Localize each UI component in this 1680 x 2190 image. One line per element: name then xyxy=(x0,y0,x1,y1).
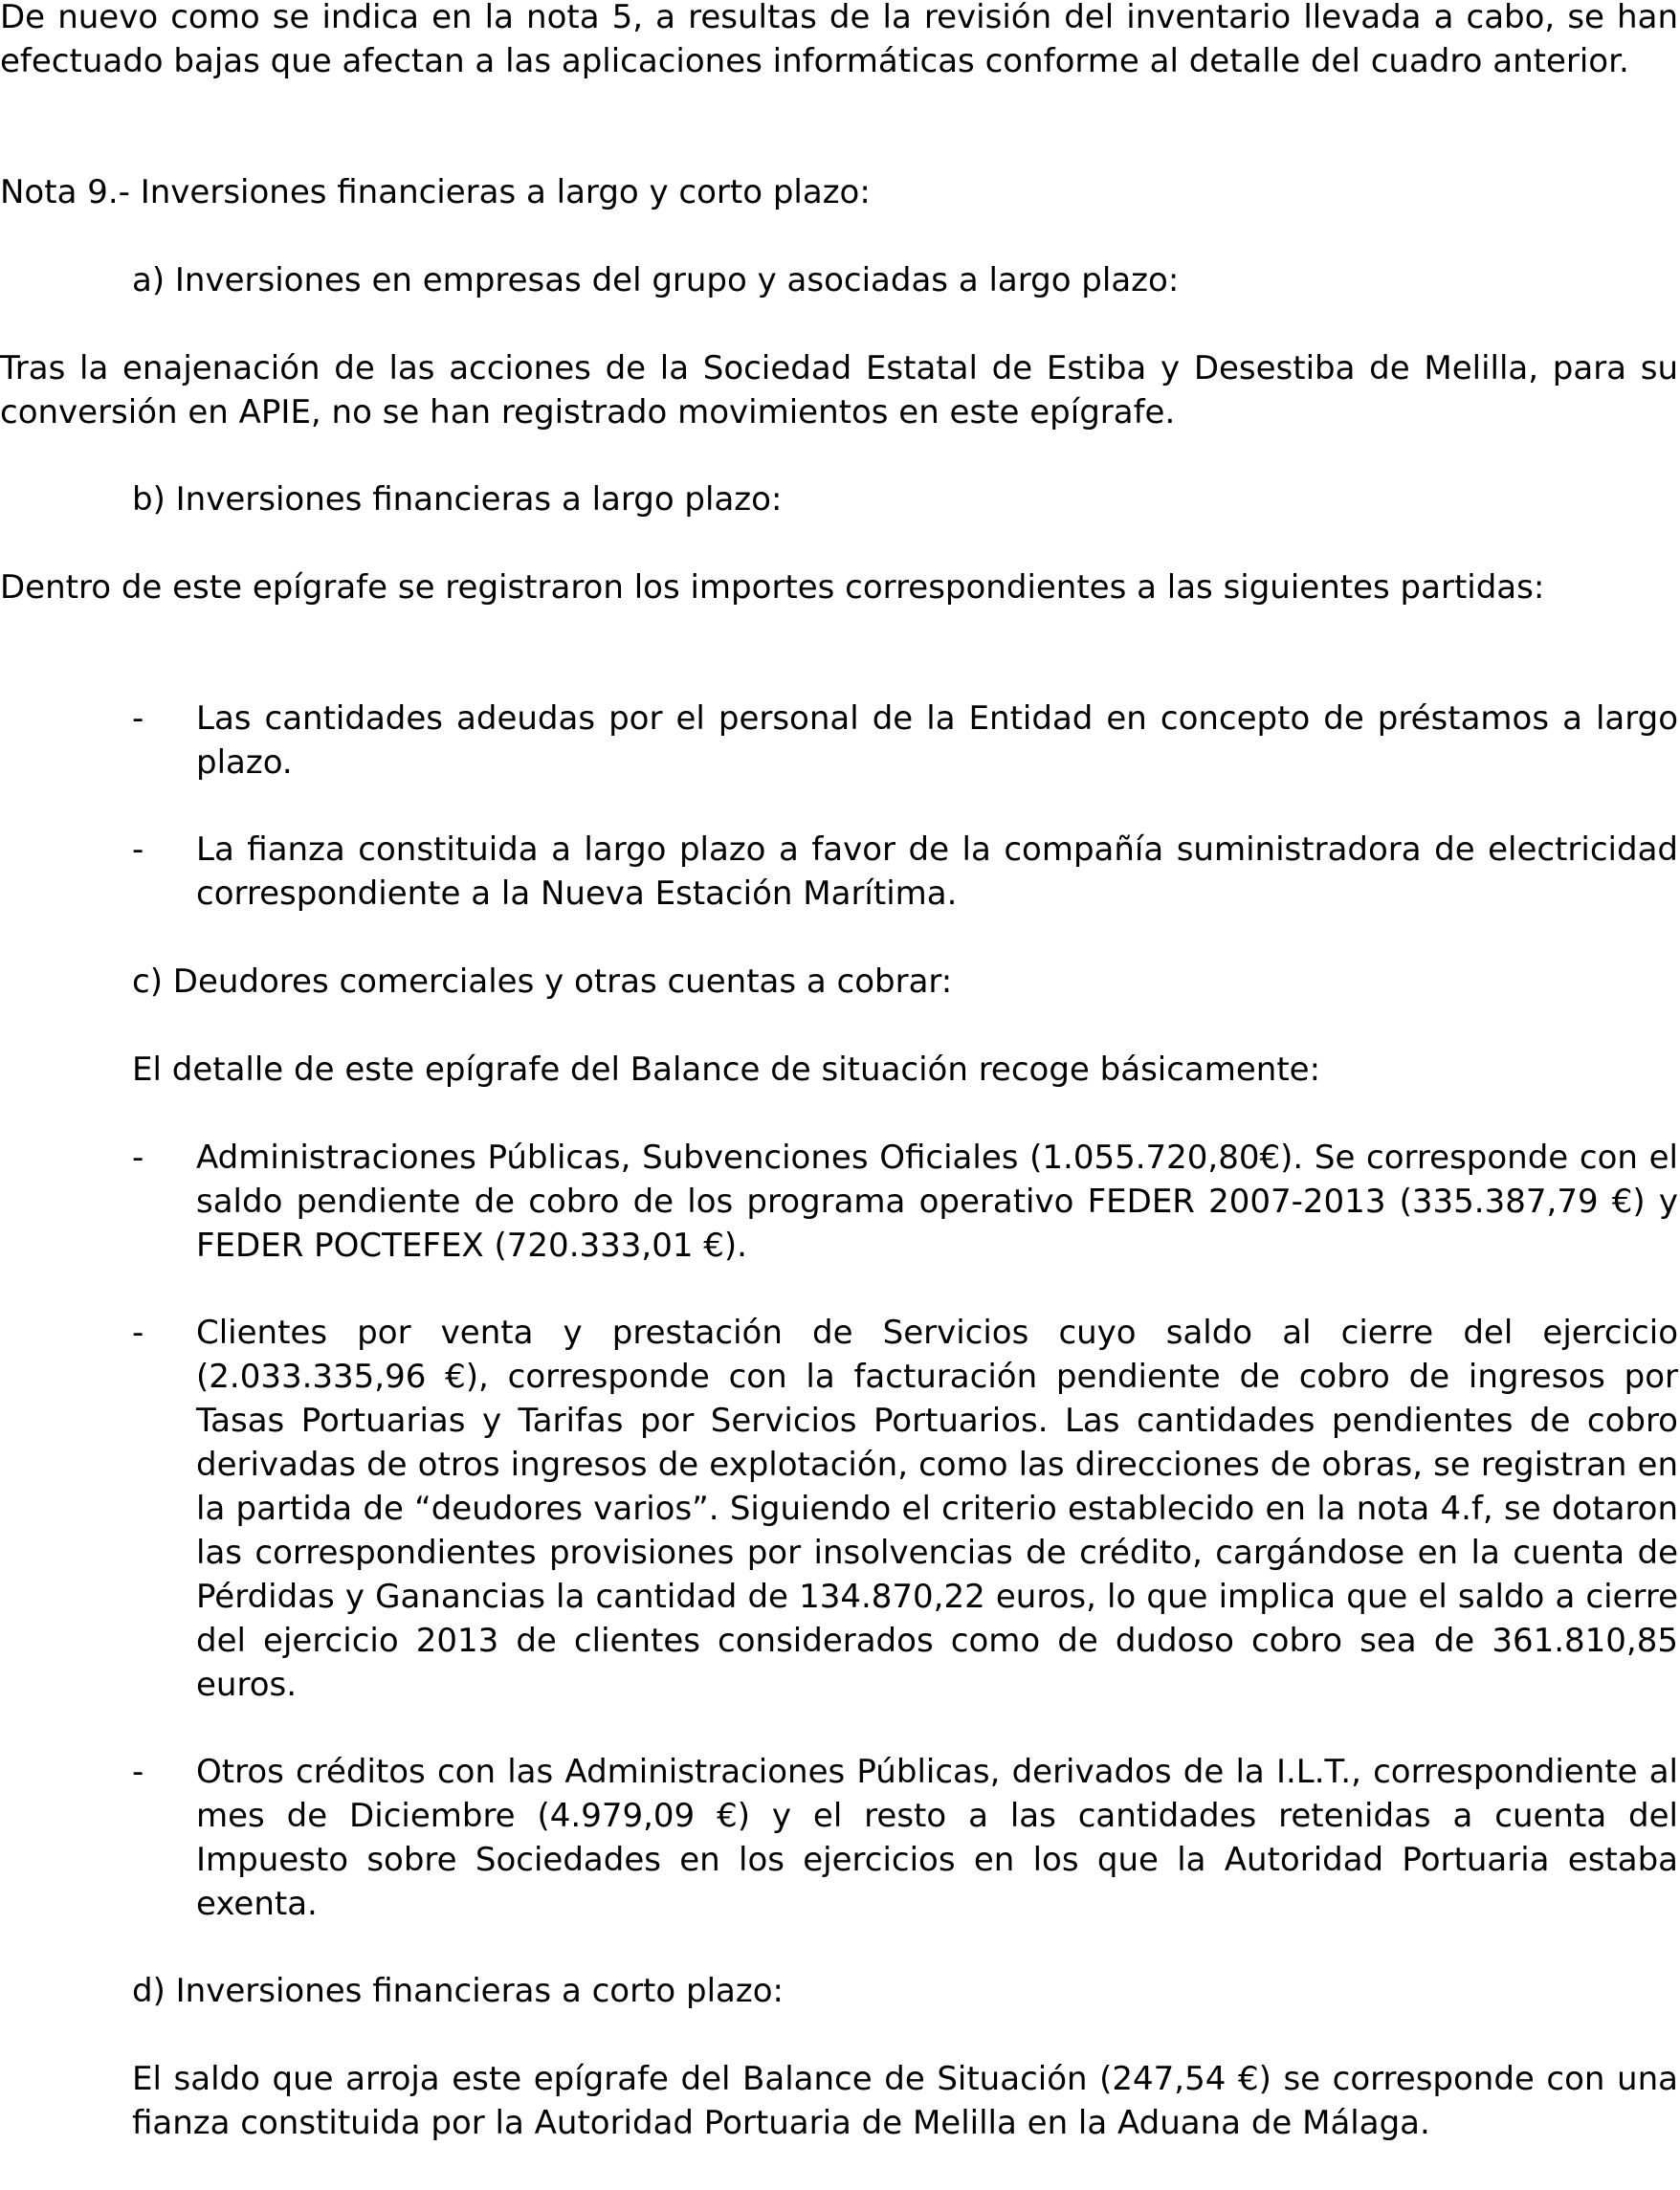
bullet-dash: - xyxy=(132,1139,144,1177)
bullet-dash: - xyxy=(132,830,144,869)
section-d-heading: d) Inversiones financieras a corto plazo: xyxy=(132,1972,784,2010)
list-item-text: Otros créditos con las Administraciones Públicas, derivados de la I.L.T., correspondiente al mes de Diciembre (4.979,09 €) y el resto a las cantidades retenidas a cuenta del Impuesto sobre Sociedades en los ejercicios en los que la Autoridad Portuaria estaba exenta. xyxy=(196,1753,1678,1923)
bullet-dash: - xyxy=(132,1314,144,1352)
section-a-heading: a) Inversiones en empresas del grupo y asociadas a largo plazo: xyxy=(132,261,1180,299)
intro-paragraph: De nuevo como se indica en la nota 5, a resultas de la revisión del inventario llevada a cabo, se han efectuado bajas que afectan a las aplicaciones informáticas conforme al detalle del cuadro anterior. xyxy=(0,0,1678,80)
section-a-paragraph: Tras la enajenación de las acciones de la Sociedad Estatal de Estiba y Desestiba de Melilla, para su conversión en APIE, no se han registrado movimientos en este epígrafe. xyxy=(0,349,1678,431)
list-item-text: Clientes por venta y prestación de Servicios cuyo saldo al cierre del ejercicio (2.033.335,96 €), corresponde con la facturación pendiente de cobro de ingresos por Tasas Portuarias y Tarifas por Servicios Portuarios. Las cantidades pendientes de cobro derivadas de otros ingresos de explotación, como las direcciones de obras, se registran en la partida de “deudores varios”. Siguiendo el criterio establecido en la nota 4.f, se dotaron las correspondientes provisiones por insolvencias de crédito, cargándose en la cuenta de Pérdidas y Ganancias la cantidad de 134.870,22 euros, lo que implica que el saldo a cierre del ejercicio 2013 de clientes considerados como de dudoso cobro sea de 361.810,85 euros. xyxy=(196,1314,1678,1704)
section-c-paragraph: El detalle de este epígrafe del Balance de situación recoge básicamente: xyxy=(132,1051,1321,1089)
section-c-heading: c) Deudores comerciales y otras cuentas a cobrar: xyxy=(132,962,953,1001)
section-b-paragraph: Dentro de este epígrafe se registraron los importes correspondientes a las siguientes partidas: xyxy=(0,568,1545,607)
list-item-text: La fianza constituida a largo plazo a favor de la compañía suministradora de electricidad correspondiente a la Nueva Estación Marítima. xyxy=(196,830,1678,913)
note-9-title: Nota 9.- Inversiones financieras a largo y corto plazo: xyxy=(0,173,871,211)
list-item-text: Las cantidades adeudas por el personal de la Entidad en concepto de préstamos a largo plazo. xyxy=(196,699,1678,782)
section-d-paragraph: El saldo que arroja este epígrafe del Balance de Situación (247,54 €) se corresponde con una fianza constituida por la Autoridad Portuaria de Melilla en la Aduana de Málaga. xyxy=(132,2060,1678,2142)
bullet-dash: - xyxy=(132,1753,144,1791)
section-b-heading: b) Inversiones financieras a largo plazo: xyxy=(132,480,783,519)
bullet-dash: - xyxy=(132,699,144,738)
list-item-text: Administraciones Públicas, Subvenciones Oficiales (1.055.720,80€). Se corresponde con el saldo pendiente de cobro de los programa operativo FEDER 2007-2013 (335.387,79 €) y FEDER POCTEFEX (720.333,01 €). xyxy=(196,1139,1678,1265)
